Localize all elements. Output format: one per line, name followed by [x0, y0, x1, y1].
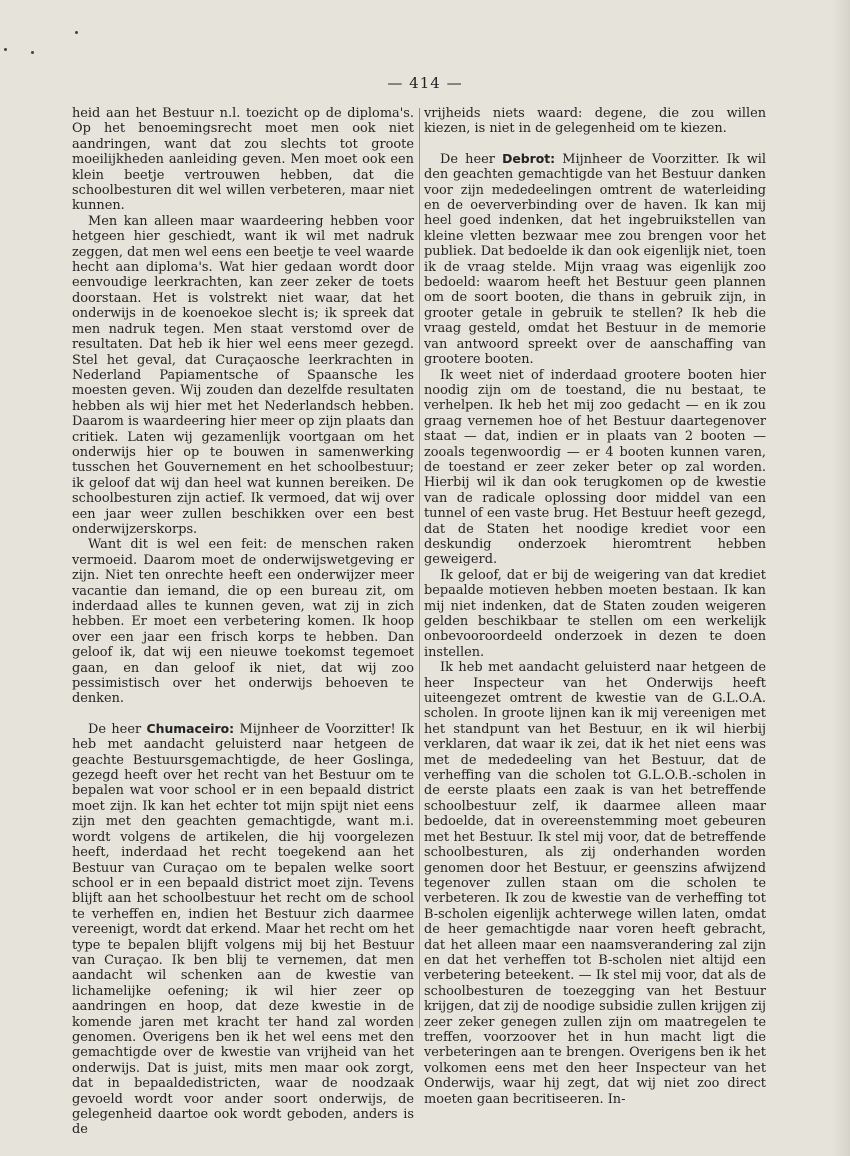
- paragraph: vrijheids niets waard: degene, die zou willen kiezen, is niet in de gelegenheid om te kiezen.: [424, 106, 766, 137]
- speech-prefix: De heer: [440, 151, 503, 167]
- paragraph: Ik heb met aandacht geluisterd naar hetgeen de heer Inspecteur van het Onderwijs heeft uiteengezet omtrent de kwestie van de G.L.O.A. scholen. In groote lijnen kan ik mij vereenigen met het standpunt van het Bestuur, en ik wil hierbij verklaren, dat waar ik zei, dat ik het niet eens was met de mededeeling van het Bestuur, dat de verheffing van die scholen tot G.L.O.B.-scholen in de eerste plaats een zaak is van het betreffende schoolbestuur zelf, ik daarmee alleen maar bedoelde, dat in overeenstemming moet gebeuren met het Bestuur. Ik stel mij voor, dat de betreffende schoolbesturen, als zij onderhanden worden genomen door het Bestuur, er geenszins afwijzend tegenover zullen staan om die scholen te verbeteren. Ik zou de kwestie van de verheffing tot B-scholen eigenlijk achterwege willen laten, omdat de heer gemachtigde naar voren heeft gebracht, dat het alleen maar een naamsverandering zal zijn en dat het verheffen tot B-scholen niet altijd een verbetering beteekent. — Ik stel mij voor, dat als de schoolbesturen de toezegging van het Bestuur krijgen, dat zij de noodige subsidie zullen krijgen zij zeer zeker genegen zullen zijn om maatregelen te treffen, voorzoover het in hun macht ligt die verbeteringen aan te brengen. Overigens ben ik het volkomen eens met den heer Inspecteur van het Onderwijs, waar hij zegt, dat wij niet zoo direct moeten gaan becritiseeren. In-: [424, 660, 766, 1107]
- paragraph-speech: [424, 151, 766, 368]
- page-number: — 414 —: [387, 74, 463, 92]
- paragraph: Want dit is wel een feit: de menschen raken vermoeid. Daarom moet de onderwijswetgeving er zijn. Niet ten onrechte heeft een onderwijzer meer vacantie dan iemand, die op een bureau zit, om inderdaad alles te kunnen geven, wat zij in zich hebben. Er moet een verbetering komen. Ik hoop over een jaar een frisch korps te hebben. Dan geloof ik, dat wij een nieuwe toekomst tegemoet gaan, en dan geloof ik niet, dat wij zoo pessimistisch over het onderwijs behoeven te denken.: [72, 537, 414, 707]
- speech-text: Mijnheer de Voorzitter. Ik wil den geachten gemachtigde van het Bestuur danken voor zijn mededeelingen omtrent de waterleiding en de oeververbinding over de haven. Ik kan mij heel goed indenken, dat het ingebruikstellen van kleine vletten bezwaar mee zou brengen voor het publiek. Dat bedoelde ik dan ook eigenlijk niet, toen ik de vraag stelde. Mijn vraag was eigenlijk zoo bedoeld: waarom heeft het Bestuur geen plannen om de soort booten, die thans in gebruik zijn, in grooter getale in gebruik te stellen? Ik heb die vraag gesteld, omdat het Bestuur in de memorie van antwoord spreekt over de aanschaffing van grootere booten.: [424, 151, 766, 368]
- speaker-name: Chumaceiro:: [146, 720, 235, 736]
- ink-speck: [31, 51, 34, 54]
- right-column: [424, 106, 766, 1107]
- column-divider: [419, 108, 420, 1028]
- speaker-name: Debrot:: [502, 150, 556, 166]
- left-column: [72, 106, 414, 1138]
- paragraph-speech: [72, 721, 414, 1138]
- speech-text: Mijnheer de Voorzitter! Ik heb met aandacht geluisterd naar hetgeen de geachte Bestuursgemachtigde, de heer Goslinga, gezegd heeft over het recht van het Bestuur om te bepalen wat voor school er in een bepaald district moet zijn. Ik kan het echter tot mijn spijt niet eens zijn met den geachten gemachtigde, want m.i. wordt volgens de artikelen, die hij voorgelezen heeft, inderdaad het recht toegekend aan het Bestuur van Curaçao om te bepalen welke soort school er in een bepaald district moet zijn. Tevens blijft aan het schoolbestuur het recht om de school te verheffen en, indien het Bestuur zich daarmee vereenigt, wordt dat erkend. Maar het recht om het type te bepalen blijft volgens mij bij het Bestuur van Curaçao. Ik ben blij te vernemen, dat men aandacht wil schenken aan de kwestie van lichamelijke oefening; ik wil hier zeer op aandringen en hoop, dat deze kwestie in de komende jaren met kracht ter hand zal worden genomen. Overigens ben ik het wel eens met den gemachtigde over de kwestie van vrijheid van het onderwijs. Dat is juist, mits men maar ook zorgt, dat in bepaaldedistricten, waar de noodzaak gevoeld wordt voor ander soort onderwijs, de gelegenheid daartoe ook wordt geboden, anders is de: [72, 721, 414, 1138]
- paragraph: Ik weet niet of inderdaad grootere booten hier noodig zijn om de toestand, die nu bestaat, te verhelpen. Ik heb het mij zoo gedacht — en ik zou graag vernemen hoe of het Bestuur daartegenover staat — dat, indien er in plaats van 2 booten — zooals tegenwoordig — er 4 booten kunnen varen, de toestand er zeer zeker beter op zal worden. Hierbij wil ik dan ook terugkomen op de kwestie van de radicale oplossing door middel van een tunnel of een vaste brug. Het Bestuur heeft gezegd, dat de Staten het noodige krediet voor een deskundig onderzoek hieromtrent hebben geweigerd.: [424, 367, 766, 568]
- ink-speck: [75, 31, 78, 34]
- page-edge-shadow: [832, 0, 850, 1156]
- speech-prefix: De heer: [88, 721, 147, 737]
- ink-speck: [4, 48, 7, 51]
- paragraph: Ik geloof, dat er bij de weigering van dat krediet bepaalde motieven hebben moeten bestaan. Ik kan mij niet indenken, dat de Staten zouden weigeren gelden beschikbaar te stellen om een werkelijk onbevooroordeeld onderzoek in dezen te doen instellen.: [424, 567, 766, 660]
- paragraph: Men kan alleen maar waardeering hebben voor hetgeen hier geschiedt, want ik wil met nadruk zeggen, dat men wel eens een beetje te veel waarde hecht aan diploma's. Wat hier gedaan wordt door eenvoudige leerkrachten, kan zeer zeker de toets doorstaan. Het is volstrekt niet waar, dat het onderwijs in de koenoekoe slecht is; ik spreek dat men nadruk tegen. Men staat verstomd over de resultaten. Dat heb ik hier wel eens meer gezegd. Stel het geval, dat Curaçaosche leerkrachten in Nederland Papiamentsche of Spaansche les moesten geven. Wij zouden dan dezelfde resultaten hebben als wij hier met het Nederlandsch hebben. Daarom is waardeering hier meer op zijn plaats dan critiek. Laten wij gezamenlijk voortgaan om het onderwijs hier op te bouwen in samenwerking tusschen het Gouvernement en het schoolbestuur; ik geloof dat wij dan heel wat kunnen bereiken. De schoolbesturen zijn actief. Ik vermoed, dat wij over een jaar weer zullen beschikken over een best onderwijzerskorps.: [72, 213, 414, 537]
- paragraph: heid aan het Bestuur n.l. toezicht op de diploma's. Op het benoemingsrecht moet men ook niet aandringen, want dat zou slechts tot groote moeilijkheden aanleiding geven. Men moet ook een klein beetje vertrouwen hebben, dat die schoolbesturen dit wel willen verbeteren, maar niet kunnen.: [72, 106, 414, 214]
